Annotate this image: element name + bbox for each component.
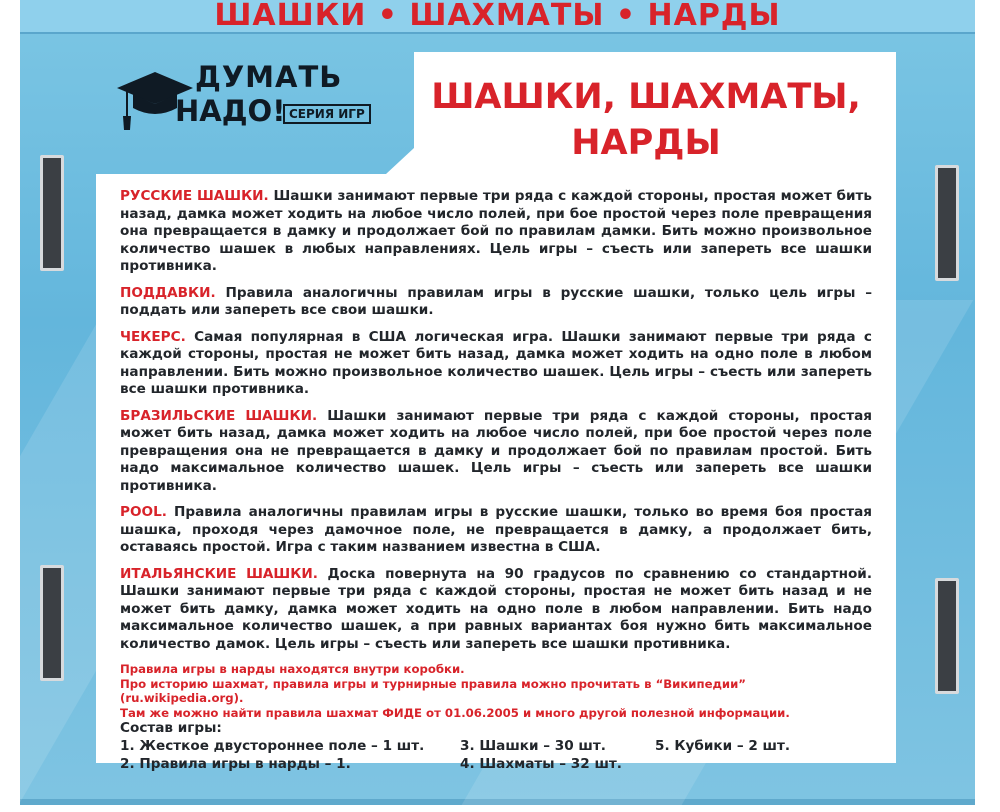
note-line: Правила игры в нарды находятся внутри коробки. [120,662,465,676]
composition-item: 5. Кубики – 2 шт. [655,737,791,754]
rule-text: Правила аналогичны правилам игры в русские шашки, только во время боя простая шашка, проходя через дамочное поле, не превращается в дамку, а продолжает бить, оставаясь простой. Игра с таким названием известна в США. [120,504,872,555]
rule-section [120,188,872,276]
logo-series: СЕРИЯ ИГР [283,104,371,124]
composition-item: 3. Шашки – 30 шт. [460,737,606,754]
rule-heading: ЧЕКЕРС. [120,328,186,345]
rules-content [120,188,872,774]
box-slot-left-top [40,155,64,271]
rule-heading: ИТАЛЬЯНСКИЕ ШАШКИ. [120,565,318,582]
rule-text: Шашки занимают первые три ряда с каждой стороны, простая может бить назад, дамка может ходить на любое число полей, при бое простой через поле превращения она не превращается в дамку и продолжает бой по правилам простой. Бить надо максимальное количество шашек. Цель игры – съесть или запереть все шашки противника. [120,407,873,494]
composition-item: 1. Жесткое двустороннее поле – 1 шт. [120,737,425,754]
rules-panel [96,52,896,772]
rule-text: Правила аналогичны правилам игры в русские шашки, только цель игры – поддать или запереть все свои шашки. [120,284,872,318]
rule-heading: БРАЗИЛЬСКИЕ ШАШКИ. [120,407,318,424]
main-title-line2: НАРДЫ [571,123,721,163]
box-lid [20,0,975,34]
rule-section [120,504,872,557]
composition-item: 2. Правила игры в нарды – 1. [120,755,351,772]
composition-label: Состав игры: [120,720,222,736]
lid-title: ШАШКИ • ШАХМАТЫ • НАРДЫ [214,0,781,33]
rule-section [120,329,872,399]
rule-section [120,408,872,496]
rule-section [120,566,872,654]
composition-list [120,738,872,774]
rule-heading: ПОДДАВКИ. [120,284,216,301]
rule-heading: POOL. [120,504,167,520]
rule-heading: РУССКИЕ ШАШКИ. [120,188,269,204]
box-slot-right-top [935,165,959,281]
rule-section [120,285,872,320]
logo-line2: НАДО! [175,94,286,128]
box-slot-right-bottom [935,578,959,694]
rule-text: Доска повернута на 90 градусов по сравнению со стандартной. Шашки занимают первые три ряда с каждой стороны, простая не может бить назад и не может бить дамку, дамка может ходить на одно поле в любом направлении. Бить надо максимальное количество шашек, а при равных вариантах боя нужно бить максимальное количество дамок. Цель игры – съесть или запереть все шашки противника. [120,565,872,652]
box-slot-left-bottom [40,565,64,681]
note-line: Там же можно найти правила шахмат ФИДЕ от 01.06.2005 и много другой полезной информации. [120,705,790,720]
rule-text: Шашки занимают первые три ряда с каждой стороны, простая может бить назад, дамка может ходить на любое число полей, при бое простой через поле превращения она превращается в дамку и продолжает бой по правилам дамки. Бить можно произвольное количество шашек в любых направлениях. Цель игры – съесть или запереть все шашки противника. [120,188,872,274]
composition-item: 4. Шахматы – 32 шт. [460,755,622,772]
rule-text: Самая популярная в США логическая игра. Шашки занимают первые три ряда с каждой стороны, простая не может бить назад, дамка может ходить на одно поле в любом направлении. Бить можно произвольное количество шашек. Цель игры – съесть или запереть все шашки противника. [120,328,872,397]
main-title-line1: ШАШКИ, ШАХМАТЫ, [431,77,861,117]
note-line: Про историю шахмат, правила игры и турнирные правила можно прочитать в “Википедии” (ru.wikipedia.org). [120,676,746,705]
logo-line1: ДУМАТЬ [195,60,343,94]
